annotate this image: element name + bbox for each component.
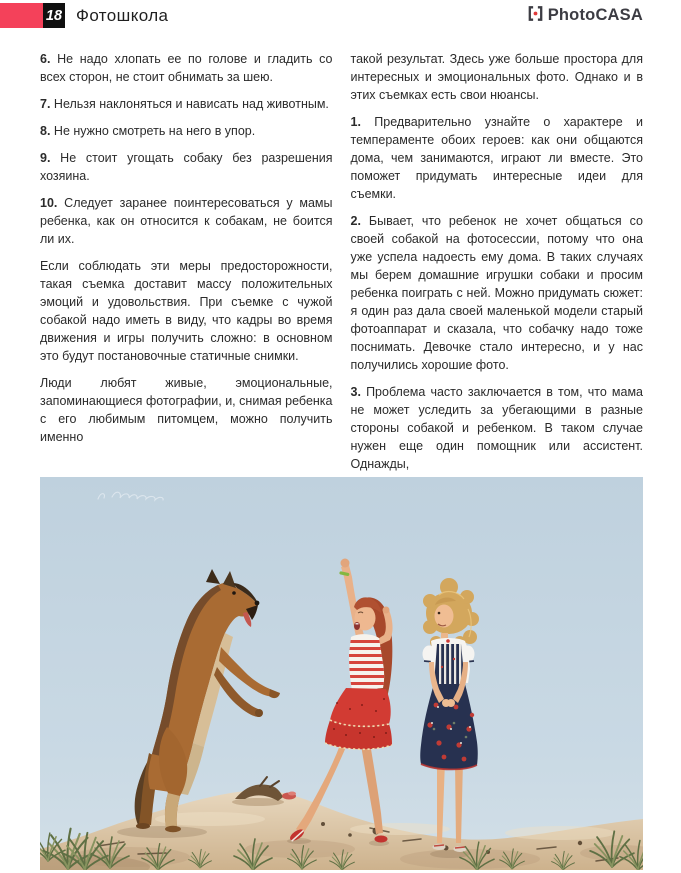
paragraph-number: 7. xyxy=(40,97,51,111)
paragraph-text: Если соблюдать эти меры предосторожности, такая съемка доставит массу положительных эмоций и удовольствия. При съемке с чужой собакой надо иметь в виду, что кадры во время движения и игры получить сложно: в основном это будут постановочные статичные снимки. xyxy=(40,259,333,363)
paragraph xyxy=(351,113,644,203)
dog-eye xyxy=(232,591,236,595)
girl1-fist xyxy=(341,559,350,568)
paragraph xyxy=(40,95,333,113)
paragraph-number: 8. xyxy=(40,124,51,138)
paragraph-number: 9. xyxy=(40,151,51,165)
girl2-collar-bow xyxy=(446,639,450,643)
paragraph-text: Проблема часто заключается в том, что мама не может уследить за убегающими в разные стороны собакой и ребенком. В таком случае нужен еще один помощник или ассистент. Однажды, xyxy=(350,385,643,471)
paragraph-number: 1. xyxy=(350,115,361,129)
brand-logo xyxy=(526,4,643,28)
paragraph xyxy=(40,257,333,365)
paragraph-text: Люди любят живые, эмоциональные, запоминающиеся фотографии, и, снимая ребенка с его любимым питомцем, можно получить именно xyxy=(40,376,333,444)
paragraph xyxy=(40,50,333,86)
page-header xyxy=(0,3,643,28)
paragraph xyxy=(40,149,333,185)
sky xyxy=(40,477,643,870)
girl1-sandal xyxy=(375,836,388,843)
section-title: Фотошкола xyxy=(76,5,169,25)
right-column xyxy=(351,50,644,482)
paragraph xyxy=(40,122,333,140)
paragraph-number: 3. xyxy=(350,385,361,399)
paragraph xyxy=(351,383,644,473)
viewfinder-icon xyxy=(526,4,545,28)
left-column xyxy=(40,50,333,482)
paragraph xyxy=(351,50,644,104)
paragraph-number: 10. xyxy=(40,196,58,210)
dog-nose xyxy=(255,601,260,606)
paragraph-text: Не нужно смотреть на него в упор. xyxy=(53,124,256,138)
paragraph-text: Не надо хлопать ее по голове и гладить со всех сторон, не стоит обнимать за шею. xyxy=(40,52,333,84)
paragraph xyxy=(40,194,333,248)
paragraph-text: Не стоит угощать собаку без разрешения хозяина. xyxy=(40,151,333,183)
girl2-striped-bodice xyxy=(434,642,465,687)
accent-bar xyxy=(0,3,43,28)
paragraph-text: такой результат. Здесь уже больше простора для интересных и эмоциональных фото. Однако и в этих съемках есть свои нюансы. xyxy=(350,52,643,102)
article-photo xyxy=(40,477,643,870)
page-number: 18 xyxy=(43,3,65,28)
paragraph xyxy=(40,374,333,446)
paragraph-number: 6. xyxy=(40,52,51,66)
paragraph-number: 2. xyxy=(350,214,361,228)
article-body xyxy=(40,50,643,482)
brand-name: PhotoCASA xyxy=(547,6,643,24)
paragraph-text: Следует заранее поинтересоваться у мамы ребенка, как он относится к собакам, не боится ли их. xyxy=(40,196,333,246)
paragraph-text: Нельзя наклоняться и нависать над животным. xyxy=(53,97,329,111)
paragraph xyxy=(351,212,644,374)
paragraph-text: Бывает, что ребенок не хочет общаться со своей собакой на фотосессии, потому что она уже успела надоесть ему дома. В таких случаях мы берем домашние игрушки собаки и просим ребенка поиграть с ней. Можно придумать сюжет: я один раз дала своей маленькой модели старый фотоаппарат и сказала, что собачку надо тоже поснимать. Девочке стало интересно, и у нас получились хорошие фото. xyxy=(350,214,643,372)
girl2-face xyxy=(435,605,454,628)
paragraph-text: Предварительно узнайте о характере и темпераменте обоих героев: как они общаются дома, чем занимаются, играют ли вместе. Это поможет придумать интересные идеи для съемки. xyxy=(350,115,643,201)
